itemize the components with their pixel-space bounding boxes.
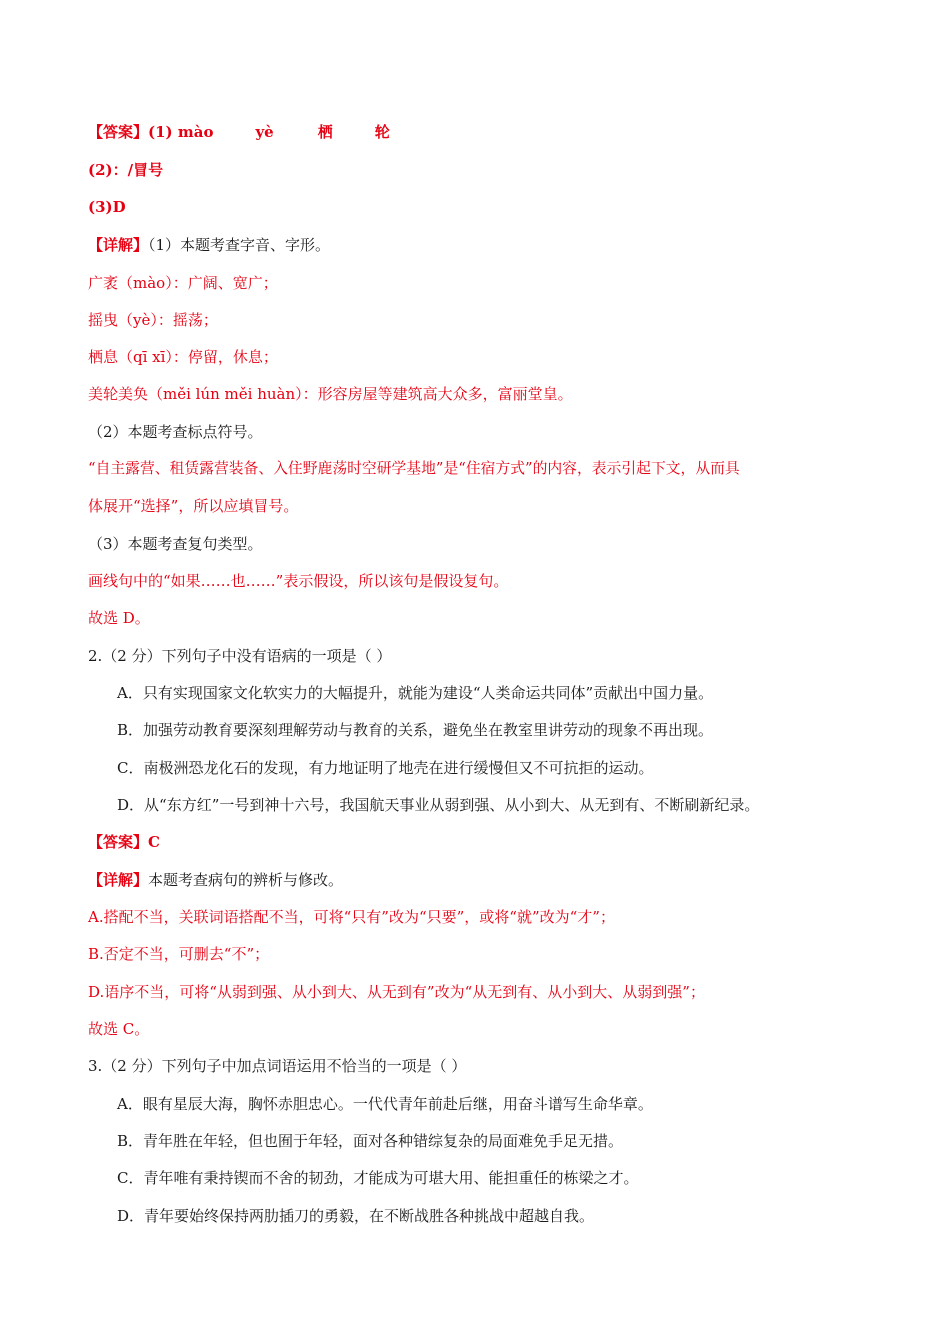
q1-part2-text-2: 体展开“选择”，所以应填冒号。 — [88, 497, 299, 515]
q2-analysis-d: D.语序不当，可将“从弱到强、从小到大、从无到有”改为“从无到有、从小到大、从弱到强”； — [88, 983, 705, 1001]
q2-detail-heading — [88, 870, 343, 890]
q2-option-b: B．加强劳动教育要深刻理解劳动与教育的关系，避免坐在教室里讲劳动的现象不再出现。 — [117, 721, 714, 739]
detail-intro: 本题考查病句的辨析与修改。 — [148, 871, 344, 889]
q3-option-c: C．青年唯有秉持锲而不舍的韧劲，才能成为可堪大用、能担重任的栋梁之才。 — [117, 1169, 639, 1187]
q1-conclusion: 故选 D。 — [88, 609, 150, 627]
detail-label: 【详解】 — [88, 871, 149, 889]
q1-item-4: 美轮美奂（měi lún měi huàn）：形容房屋等建筑高大众多，富丽堂皇。 — [88, 385, 573, 403]
q1-item-3: 栖息（qī xī）：停留，休息； — [88, 348, 278, 366]
q1-answer-line2: (2)：/冒号 — [88, 161, 164, 179]
q1-answer-line1 — [88, 122, 390, 142]
q2-stem: 2.（2 分）下列句子中没有语病的一项是（ ） — [88, 647, 392, 665]
q2-conclusion: 故选 C。 — [88, 1020, 150, 1038]
answer-part1-b: yè — [255, 123, 274, 141]
q3-option-d: D．青年要始终保持两肋插刀的勇毅，在不断战胜各种挑战中超越自我。 — [117, 1207, 595, 1225]
q1-part2-text-1: “自主露营、租赁露营装备、入住野鹿荡时空研学基地”是“住宿方式”的内容，表示引起下文，从而具 — [88, 460, 740, 477]
answer-label: 【答案】 — [88, 123, 149, 141]
q1-part3-text: 画线句中的“如果……也……”表示假设，所以该句是假设复句。 — [88, 572, 509, 590]
q2-option-c: C．南极洲恐龙化石的发现，有力地证明了地壳在进行缓慢但又不可抗拒的运动。 — [117, 759, 654, 777]
q1-part2-title: （2）本题考查标点符号。 — [88, 423, 263, 441]
q1-answer-line3: (3)D — [88, 198, 126, 216]
q1-item-1: 广袤（mào）：广阔、宽广； — [88, 274, 278, 292]
answer-part1: (1) mào — [148, 123, 214, 141]
q1-detail-heading — [88, 235, 330, 255]
detail-label: 【详解】 — [88, 236, 149, 254]
q2-analysis-b: B.否定不当，可删去“不”； — [88, 945, 270, 963]
q3-stem: 3.（2 分）下列句子中加点词语运用不恰当的一项是（ ） — [88, 1057, 467, 1075]
detail-intro: （1）本题考查字音、字形。 — [148, 236, 331, 254]
q1-part3-title: （3）本题考查复句类型。 — [88, 535, 263, 553]
answer-part1-d: 轮 — [374, 123, 390, 141]
q2-analysis-a: A.搭配不当，关联词语搭配不当，可将“只有”改为“只要”，或将“就”改为“才”； — [88, 908, 615, 926]
q1-item-2: 摇曳（yè）：摇荡； — [88, 311, 218, 329]
q3-option-b: B．青年胜在年轻，但也囿于年轻，面对各种错综复杂的局面难免手足无措。 — [117, 1132, 624, 1150]
q2-answer: 【答案】C — [88, 833, 160, 851]
q3-option-a: A．眼有星辰大海，胸怀赤胆忠心。一代代青年前赴后继，用奋斗谱写生命华章。 — [117, 1095, 653, 1113]
q2-option-a: A．只有实现国家文化软实力的大幅提升，就能为建设“人类命运共同体”贡献出中国力量。 — [117, 684, 714, 702]
answer-part1-c: 栖 — [317, 123, 333, 141]
q2-option-d: D．从“东方红”一号到神十六号，我国航天事业从弱到强、从小到大、从无到有、不断刷新纪录。 — [117, 796, 760, 814]
